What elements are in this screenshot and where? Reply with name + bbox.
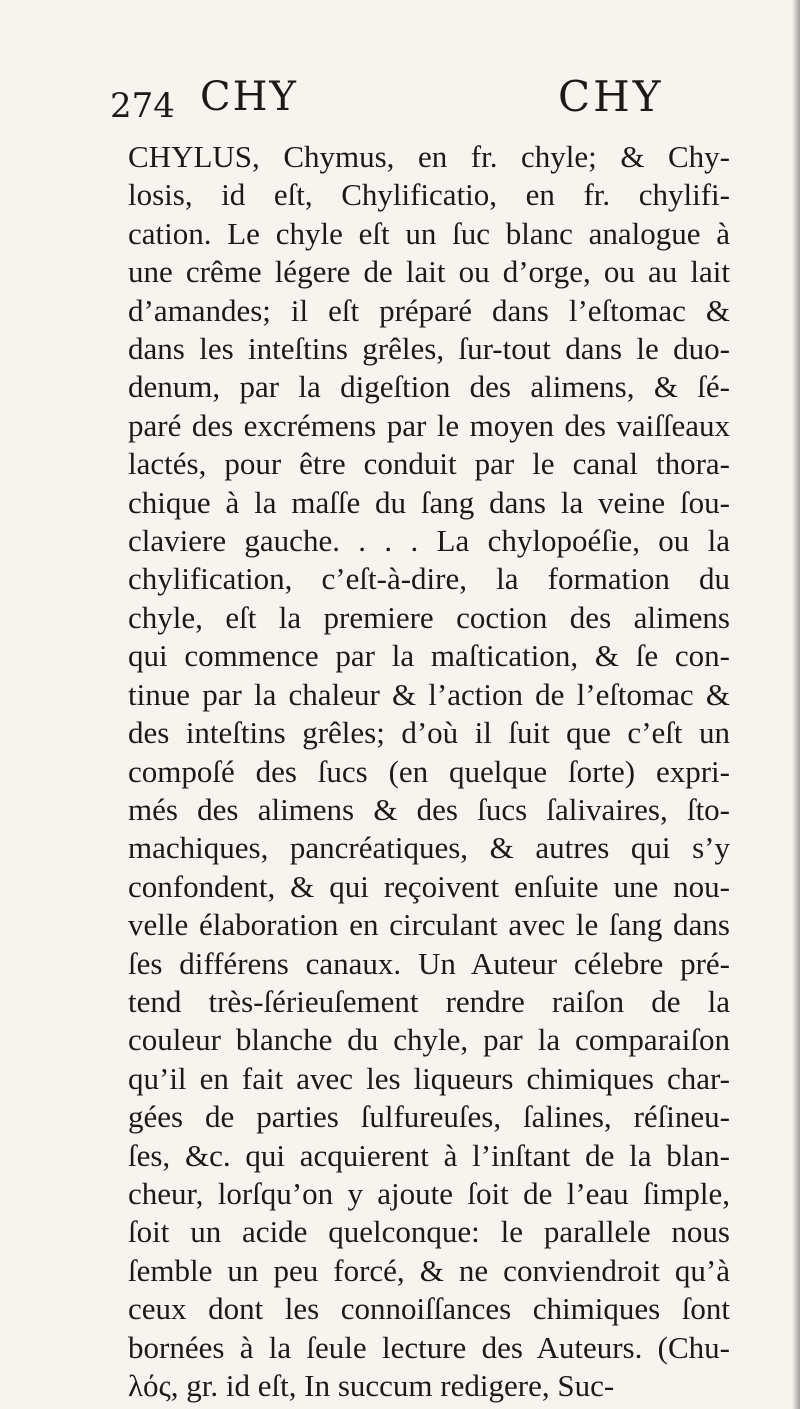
text-line: ſoit un acide quelconque: le parallele nous (128, 1214, 730, 1250)
text-line: tinue par la chaleur & l’action de l’eſtomac & (128, 676, 730, 712)
page-edge-shadow (792, 0, 800, 1409)
text-line: chylification, c’eſt-à-dire, la formation du (128, 561, 730, 597)
text-line: cheur, lorſqu’on y ajoute ſoit de l’eau ſimple, (128, 1175, 730, 1211)
text-line: compoſé des ſucs (en quelque ſorte) expri- (128, 753, 730, 789)
text-line: qui commence par la maſtication, & ſe con- (128, 638, 730, 674)
dictionary-entry (128, 138, 730, 1405)
text-line: couleur blanche du chyle, par la comparaiſon (128, 1022, 730, 1058)
running-head-right: CHY (558, 72, 664, 121)
text-line: qu’il en fait avec les liqueurs chimiques char- (128, 1060, 730, 1096)
text-line: CHYLUS, Chymus, en fr. chyle; & Chy- (128, 139, 730, 174)
text-line: ſes différens canaux. Un Auteur célebre pré- (128, 945, 730, 981)
text-line: chique à la maſſe du ſang dans la veine ſou- (128, 484, 730, 520)
text-line: des inteſtins grêles; d’où il ſuit que c’eſt un (128, 715, 730, 751)
text-line: d’amandes; il eſt préparé dans l’eſtomac & (128, 292, 730, 328)
text-line: denum, par la digeſtion des alimens, & ſé- (128, 369, 730, 405)
text-line: bornées à la ſeule lecture des Auteurs. (Chu- (128, 1329, 730, 1365)
text-line: ceux dont les connoiſſances chimiques ſont (128, 1291, 730, 1327)
text-line: ſes, &c. qui acquierent à l’inſtant de la blan- (128, 1137, 730, 1173)
running-head-left: CHY (200, 74, 298, 120)
text-line: losis, id eſt, Chylificatio, en fr. chylifi- (128, 177, 730, 213)
text-line: paré des excrémens par le moyen des vaiſſeaux (128, 407, 730, 443)
text-line: confondent, & qui reçoivent enſuite une nou- (128, 868, 730, 904)
text-line: lactés, pour être conduit par le canal thora- (128, 446, 730, 482)
page-header (110, 70, 730, 130)
text-line: λός, gr. id eſt, In succum redigere, Suc- (128, 1368, 615, 1403)
text-line: cation. Le chyle eſt un ſuc blanc analogue à (128, 215, 730, 251)
text-line: tend très-ſérieuſement rendre raiſon de la (128, 983, 730, 1019)
text-line: claviere gauche. . . . La chylopoéſie, ou la (128, 523, 730, 559)
text-line: une crême légere de lait ou d’orge, ou au lait (128, 254, 730, 290)
page-number: 274 (110, 86, 175, 126)
text-line: ſemble un peu forcé, & ne conviendroit qu’à (128, 1252, 730, 1288)
text-line: gées de parties ſulfureuſes, ſalines, réſineu- (128, 1099, 730, 1135)
text-line: dans les inteſtins grêles, ſur-tout dans le duo- (128, 331, 730, 367)
text-line: machiques, pancréatiques, & autres qui s’y (128, 830, 730, 866)
text-line: chyle, eſt la premiere coction des alimens (128, 599, 730, 635)
text-line: velle élaboration en circulant avec le ſang dans (128, 907, 730, 943)
text-line: més des alimens & des ſucs ſalivaires, ſto- (128, 791, 730, 827)
